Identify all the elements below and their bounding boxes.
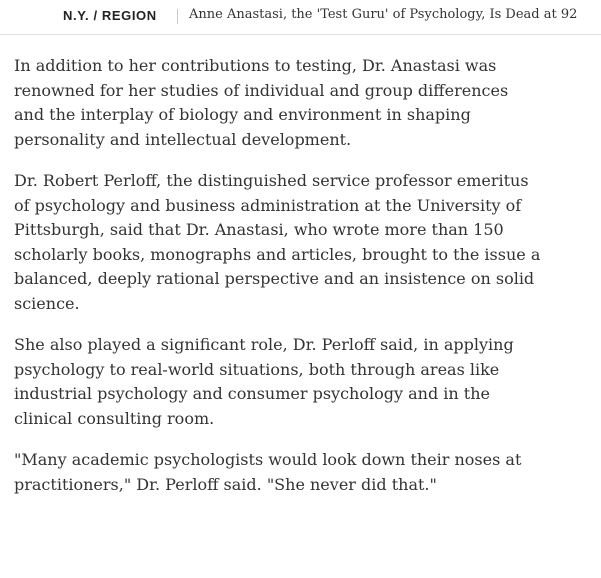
paragraph-line: psychology to real-world situations, both through areas like — [14, 359, 500, 379]
article-paragraph — [14, 448, 598, 497]
paragraph-line: scholarly books, monographs and articles, brought to the issue a — [14, 244, 541, 264]
paragraph-line: science. — [14, 293, 80, 313]
paragraph-line: clinical consulting room. — [14, 408, 215, 428]
article-body — [14, 54, 598, 514]
paragraph-line: renowned for her studies of individual and group differences — [14, 80, 509, 100]
article-header-bar — [0, 0, 601, 35]
paragraph-line: Pittsburgh, said that Dr. Anastasi, who wrote more than 150 — [14, 220, 504, 239]
article-headline[interactable]: Anne Anastasi, the 'Test Guru' of Psychology, Is Dead at 92 — [189, 7, 578, 22]
header-divider — [177, 9, 178, 24]
paragraph-line: balanced, deeply rational perspective and an insistence on solid — [14, 269, 535, 288]
paragraph-line: and the interplay of biology and environment in shaping — [14, 105, 471, 124]
article-paragraph — [14, 169, 598, 316]
paragraph-line: of psychology and business administration at the University of — [14, 195, 522, 215]
paragraph-line: She also played a significant role, Dr. Perloff said, in applying — [14, 335, 514, 354]
paragraph-line: personality and intellectual development. — [14, 129, 352, 149]
article-paragraph — [14, 333, 598, 431]
paragraph-line: "Many academic psychologists would look down their noses at — [14, 450, 522, 469]
paragraph-line: Dr. Robert Perloff, the distinguished service professor emeritus — [14, 171, 529, 190]
paragraph-line: industrial psychology and consumer psychology and in the — [14, 384, 490, 403]
article-paragraph — [14, 54, 598, 152]
paragraph-line: practitioners," Dr. Perloff said. "She never did that." — [14, 474, 437, 494]
paragraph-line: In addition to her contributions to testing, Dr. Anastasi was — [14, 56, 497, 75]
section-link[interactable]: N.Y. / REGION — [63, 8, 157, 23]
